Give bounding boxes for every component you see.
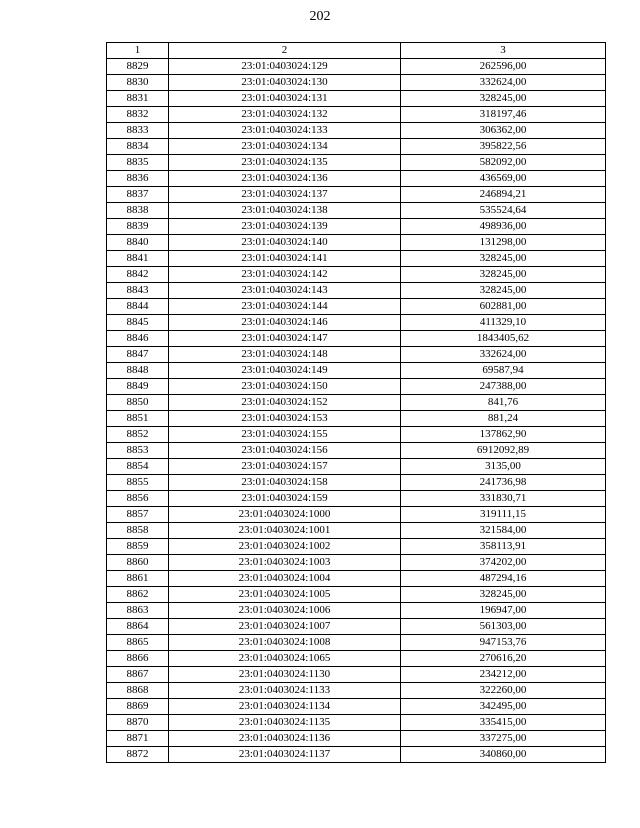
- table-row: [107, 747, 606, 763]
- table-row: [107, 523, 606, 539]
- table-row: [107, 635, 606, 651]
- cadastral-number-cell: 23:01:0403024:134: [169, 139, 401, 155]
- table-row: [107, 363, 606, 379]
- row-number-cell: 8870: [107, 715, 169, 731]
- value-cell: 498936,00: [401, 219, 606, 235]
- table-row: [107, 491, 606, 507]
- row-number-cell: 8836: [107, 171, 169, 187]
- row-number-cell: 8872: [107, 747, 169, 763]
- cadastral-number-cell: 23:01:0403024:138: [169, 203, 401, 219]
- value-cell: 69587,94: [401, 363, 606, 379]
- table-row: [107, 395, 606, 411]
- table-row: [107, 443, 606, 459]
- cadastral-number-cell: 23:01:0403024:1134: [169, 699, 401, 715]
- table-row: [107, 283, 606, 299]
- cadastral-number-cell: 23:01:0403024:1001: [169, 523, 401, 539]
- cadastral-number-cell: 23:01:0403024:135: [169, 155, 401, 171]
- cadastral-number-cell: 23:01:0403024:1135: [169, 715, 401, 731]
- table-row: [107, 619, 606, 635]
- table-row: [107, 139, 606, 155]
- value-cell: 318197,46: [401, 107, 606, 123]
- value-cell: 374202,00: [401, 555, 606, 571]
- table-row: [107, 411, 606, 427]
- table-row: [107, 251, 606, 267]
- cadastral-number-cell: 23:01:0403024:152: [169, 395, 401, 411]
- value-cell: 241736,98: [401, 475, 606, 491]
- cadastral-number-cell: 23:01:0403024:1136: [169, 731, 401, 747]
- cadastral-number-cell: 23:01:0403024:140: [169, 235, 401, 251]
- cadastral-number-cell: 23:01:0403024:156: [169, 443, 401, 459]
- row-number-cell: 8844: [107, 299, 169, 315]
- cadastral-number-cell: 23:01:0403024:147: [169, 331, 401, 347]
- row-number-cell: 8830: [107, 75, 169, 91]
- cadastral-number-cell: 23:01:0403024:1007: [169, 619, 401, 635]
- value-cell: 332624,00: [401, 347, 606, 363]
- value-cell: 322260,00: [401, 683, 606, 699]
- row-number-cell: 8864: [107, 619, 169, 635]
- cadastral-number-cell: 23:01:0403024:159: [169, 491, 401, 507]
- value-cell: 331830,71: [401, 491, 606, 507]
- row-number-cell: 8859: [107, 539, 169, 555]
- value-cell: 246894,21: [401, 187, 606, 203]
- value-cell: 335415,00: [401, 715, 606, 731]
- cadastral-number-cell: 23:01:0403024:1002: [169, 539, 401, 555]
- cadastral-number-cell: 23:01:0403024:155: [169, 427, 401, 443]
- value-cell: 358113,91: [401, 539, 606, 555]
- cadastral-number-cell: 23:01:0403024:1130: [169, 667, 401, 683]
- row-number-cell: 8862: [107, 587, 169, 603]
- row-number-cell: 8849: [107, 379, 169, 395]
- table-row: [107, 75, 606, 91]
- cadastral-table: [106, 42, 606, 763]
- row-number-cell: 8831: [107, 91, 169, 107]
- table-row: [107, 331, 606, 347]
- table-row: [107, 107, 606, 123]
- row-number-cell: 8829: [107, 59, 169, 75]
- cadastral-number-cell: 23:01:0403024:144: [169, 299, 401, 315]
- table-row: [107, 539, 606, 555]
- cadastral-number-cell: 23:01:0403024:1000: [169, 507, 401, 523]
- value-cell: 262596,00: [401, 59, 606, 75]
- table-row: [107, 219, 606, 235]
- cadastral-number-cell: 23:01:0403024:157: [169, 459, 401, 475]
- value-cell: 234212,00: [401, 667, 606, 683]
- cadastral-number-cell: 23:01:0403024:142: [169, 267, 401, 283]
- cadastral-number-cell: 23:01:0403024:1004: [169, 571, 401, 587]
- cadastral-number-cell: 23:01:0403024:143: [169, 283, 401, 299]
- table-row: [107, 267, 606, 283]
- row-number-cell: 8846: [107, 331, 169, 347]
- row-number-cell: 8839: [107, 219, 169, 235]
- cadastral-number-cell: 23:01:0403024:1003: [169, 555, 401, 571]
- value-cell: 535524,64: [401, 203, 606, 219]
- value-cell: 487294,16: [401, 571, 606, 587]
- table-row: [107, 187, 606, 203]
- value-cell: 196947,00: [401, 603, 606, 619]
- table-row: [107, 555, 606, 571]
- table-row: [107, 59, 606, 75]
- table-body: [107, 59, 606, 763]
- value-cell: 1843405,62: [401, 331, 606, 347]
- row-number-cell: 8847: [107, 347, 169, 363]
- table-row: [107, 475, 606, 491]
- cadastral-number-cell: 23:01:0403024:131: [169, 91, 401, 107]
- value-cell: 321584,00: [401, 523, 606, 539]
- cadastral-number-cell: 23:01:0403024:1005: [169, 587, 401, 603]
- table-row: [107, 507, 606, 523]
- table-row: [107, 379, 606, 395]
- table-row: [107, 91, 606, 107]
- row-number-cell: 8832: [107, 107, 169, 123]
- table-row: [107, 171, 606, 187]
- row-number-cell: 8869: [107, 699, 169, 715]
- row-number-cell: 8860: [107, 555, 169, 571]
- value-cell: 328245,00: [401, 283, 606, 299]
- page-number: 202: [309, 9, 331, 24]
- table-row: [107, 587, 606, 603]
- row-number-cell: 8842: [107, 267, 169, 283]
- value-cell: 270616,20: [401, 651, 606, 667]
- table-row: [107, 731, 606, 747]
- value-cell: 137862,90: [401, 427, 606, 443]
- value-cell: 337275,00: [401, 731, 606, 747]
- value-cell: 582092,00: [401, 155, 606, 171]
- row-number-cell: 8863: [107, 603, 169, 619]
- table-row: [107, 699, 606, 715]
- table-header: [107, 43, 606, 59]
- value-cell: 328245,00: [401, 91, 606, 107]
- table-row: [107, 667, 606, 683]
- value-cell: 3135,00: [401, 459, 606, 475]
- cadastral-number-cell: 23:01:0403024:1008: [169, 635, 401, 651]
- cadastral-number-cell: 23:01:0403024:153: [169, 411, 401, 427]
- value-cell: 841,76: [401, 395, 606, 411]
- row-number-cell: 8866: [107, 651, 169, 667]
- table-row: [107, 123, 606, 139]
- row-number-cell: 8838: [107, 203, 169, 219]
- cadastral-number-cell: 23:01:0403024:150: [169, 379, 401, 395]
- cadastral-number-cell: 23:01:0403024:1065: [169, 651, 401, 667]
- table-row: [107, 347, 606, 363]
- row-number-cell: 8857: [107, 507, 169, 523]
- row-number-cell: 8841: [107, 251, 169, 267]
- cadastral-number-cell: 23:01:0403024:139: [169, 219, 401, 235]
- table-row: [107, 651, 606, 667]
- cadastral-number-cell: 23:01:0403024:133: [169, 123, 401, 139]
- header-col-3: 3: [401, 43, 606, 59]
- row-number-cell: 8853: [107, 443, 169, 459]
- cadastral-number-cell: 23:01:0403024:130: [169, 75, 401, 91]
- cadastral-number-cell: 23:01:0403024:136: [169, 171, 401, 187]
- value-cell: 247388,00: [401, 379, 606, 395]
- value-cell: 947153,76: [401, 635, 606, 651]
- table-row: [107, 459, 606, 475]
- value-cell: 131298,00: [401, 235, 606, 251]
- table-row: [107, 683, 606, 699]
- value-cell: 6912092,89: [401, 443, 606, 459]
- row-number-cell: 8868: [107, 683, 169, 699]
- header-col-2: 2: [169, 43, 401, 59]
- row-number-cell: 8834: [107, 139, 169, 155]
- row-number-cell: 8840: [107, 235, 169, 251]
- cadastral-number-cell: 23:01:0403024:149: [169, 363, 401, 379]
- table-row: [107, 571, 606, 587]
- cadastral-number-cell: 23:01:0403024:146: [169, 315, 401, 331]
- value-cell: 881,24: [401, 411, 606, 427]
- cadastral-number-cell: 23:01:0403024:1133: [169, 683, 401, 699]
- value-cell: 561303,00: [401, 619, 606, 635]
- value-cell: 342495,00: [401, 699, 606, 715]
- value-cell: 395822,56: [401, 139, 606, 155]
- row-number-cell: 8858: [107, 523, 169, 539]
- value-cell: 411329,10: [401, 315, 606, 331]
- table-row: [107, 299, 606, 315]
- cadastral-number-cell: 23:01:0403024:1137: [169, 747, 401, 763]
- value-cell: 436569,00: [401, 171, 606, 187]
- value-cell: 328245,00: [401, 587, 606, 603]
- row-number-cell: 8833: [107, 123, 169, 139]
- value-cell: 319111,15: [401, 507, 606, 523]
- row-number-cell: 8871: [107, 731, 169, 747]
- value-cell: 602881,00: [401, 299, 606, 315]
- header-row: [107, 43, 606, 59]
- row-number-cell: 8837: [107, 187, 169, 203]
- header-col-1: 1: [107, 43, 169, 59]
- table-row: [107, 427, 606, 443]
- cadastral-number-cell: 23:01:0403024:132: [169, 107, 401, 123]
- row-number-cell: 8845: [107, 315, 169, 331]
- cadastral-number-cell: 23:01:0403024:137: [169, 187, 401, 203]
- value-cell: 306362,00: [401, 123, 606, 139]
- row-number-cell: 8835: [107, 155, 169, 171]
- cadastral-number-cell: 23:01:0403024:148: [169, 347, 401, 363]
- row-number-cell: 8848: [107, 363, 169, 379]
- value-cell: 328245,00: [401, 267, 606, 283]
- value-cell: 328245,00: [401, 251, 606, 267]
- row-number-cell: 8852: [107, 427, 169, 443]
- table-row: [107, 315, 606, 331]
- cadastral-number-cell: 23:01:0403024:158: [169, 475, 401, 491]
- value-cell: 340860,00: [401, 747, 606, 763]
- row-number-cell: 8856: [107, 491, 169, 507]
- cadastral-number-cell: 23:01:0403024:129: [169, 59, 401, 75]
- row-number-cell: 8867: [107, 667, 169, 683]
- table-row: [107, 155, 606, 171]
- value-cell: 332624,00: [401, 75, 606, 91]
- cadastral-number-cell: 23:01:0403024:1006: [169, 603, 401, 619]
- row-number-cell: 8850: [107, 395, 169, 411]
- table-row: [107, 715, 606, 731]
- row-number-cell: 8854: [107, 459, 169, 475]
- table-row: [107, 603, 606, 619]
- table-row: [107, 235, 606, 251]
- row-number-cell: 8861: [107, 571, 169, 587]
- cadastral-number-cell: 23:01:0403024:141: [169, 251, 401, 267]
- row-number-cell: 8851: [107, 411, 169, 427]
- table-row: [107, 203, 606, 219]
- row-number-cell: 8865: [107, 635, 169, 651]
- row-number-cell: 8843: [107, 283, 169, 299]
- row-number-cell: 8855: [107, 475, 169, 491]
